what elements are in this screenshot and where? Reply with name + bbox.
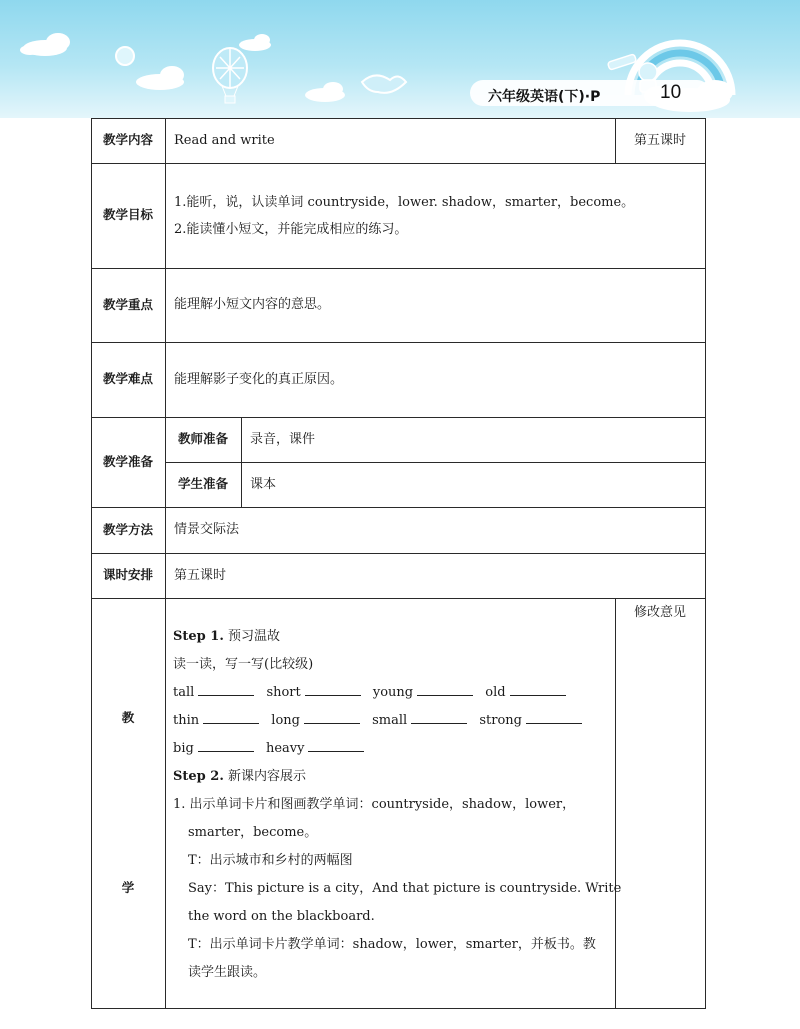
difficulties-label: 教学难点 — [102, 371, 153, 387]
body-line: T：出示城市和乡村的两幅图 — [188, 853, 353, 868]
teacher-prep-label: 教师准备 — [177, 431, 228, 447]
lesson-number: 第五课时 — [633, 132, 686, 148]
bird-icon — [362, 75, 406, 92]
student-prep-label: 学生准备 — [177, 476, 228, 492]
method-value: 情景交际法 — [174, 522, 240, 538]
difficulties-value: 能理解影子变化的真正原因。 — [174, 371, 344, 387]
revision-column-divider — [615, 598, 616, 1009]
answer-blank — [411, 711, 467, 724]
hot-air-balloon-icon — [213, 48, 247, 103]
revision-header: 修改意见 — [633, 605, 686, 621]
schedule-value: 第五课时 — [174, 567, 227, 583]
answer-blank — [305, 683, 361, 696]
answer-blank — [304, 711, 360, 724]
teaching-body — [173, 623, 622, 987]
goals-label: 教学目标 — [102, 207, 153, 223]
word: short — [266, 685, 301, 700]
step1-number: Step 1. — [173, 629, 224, 644]
answer-blank — [308, 739, 364, 752]
page-number: 10 — [660, 82, 682, 103]
goal-line: 2.能读懂小短文，并能完成相应的练习。 — [174, 221, 408, 237]
cloud-icon — [20, 33, 70, 56]
goal-line: 1.能听，说，认读单词 countryside，lower. shadow，smarter，become。 — [174, 194, 635, 210]
answer-blank — [203, 711, 259, 724]
word: strong — [479, 713, 522, 728]
lesson-plan-table — [91, 118, 706, 1009]
word: thin — [173, 713, 200, 728]
teaching-label-bottom: 学 — [121, 879, 135, 895]
row-divider — [91, 598, 706, 599]
word: tall — [173, 685, 195, 700]
table-border-right — [705, 118, 706, 1009]
teacher-prep-value: 录音，课件 — [250, 431, 316, 447]
key-points-value: 能理解小短文内容的意思。 — [174, 297, 331, 313]
key-points-label: 教学重点 — [102, 296, 153, 312]
cloud-icon — [305, 82, 345, 102]
word: big — [173, 741, 194, 756]
schedule-label: 课时安排 — [102, 567, 153, 583]
content-value: Read and write — [174, 132, 275, 148]
body-line: T：出示单词卡片教学单词：shadow，lower，smarter，并板书。教 — [188, 937, 596, 952]
step2-number: Step 2. — [173, 769, 224, 784]
method-label: 教学方法 — [102, 521, 153, 537]
cloud-icon — [136, 66, 184, 90]
answer-blank — [510, 683, 566, 696]
answer-blank — [198, 683, 254, 696]
body-line: 读学生跟读。 — [188, 965, 267, 980]
content-label: 教学内容 — [102, 132, 153, 148]
step1-line — [173, 623, 613, 651]
word: young — [372, 685, 414, 700]
word: old — [485, 685, 506, 700]
body-line: Say：This picture is a city，And that picture is countryside. Write — [188, 881, 622, 896]
body-line: 1. 出示单词卡片和图画教学单词：countryside，shadow，lower， — [173, 797, 576, 812]
word-row — [173, 679, 613, 707]
step2-title: 新课内容展示 — [228, 769, 307, 784]
student-prep-value: 课本 — [250, 476, 277, 492]
word-row — [173, 735, 613, 763]
grade-label: 六年级英语(下)·P — [488, 89, 601, 105]
word: long — [271, 713, 300, 728]
preparation-label: 教学准备 — [102, 453, 153, 469]
body-line: the word on the blackboard. — [188, 909, 375, 924]
word: heavy — [265, 741, 305, 756]
cloud-icon — [239, 34, 271, 51]
page-header — [0, 0, 800, 118]
step1-title: 预习温故 — [228, 629, 281, 644]
answer-blank — [526, 711, 582, 724]
body-line: smarter，become。 — [188, 825, 318, 840]
teaching-label-top: 教 — [121, 709, 135, 725]
goals-value — [165, 163, 705, 268]
table-border-bottom — [91, 1008, 706, 1009]
instruction-line: 读一读，写一写(比较级) — [173, 657, 314, 672]
answer-blank — [417, 683, 473, 696]
word: small — [372, 713, 408, 728]
step2-line — [173, 763, 613, 791]
word-row — [173, 707, 613, 735]
answer-blank — [198, 739, 254, 752]
sun-icon — [116, 47, 134, 65]
